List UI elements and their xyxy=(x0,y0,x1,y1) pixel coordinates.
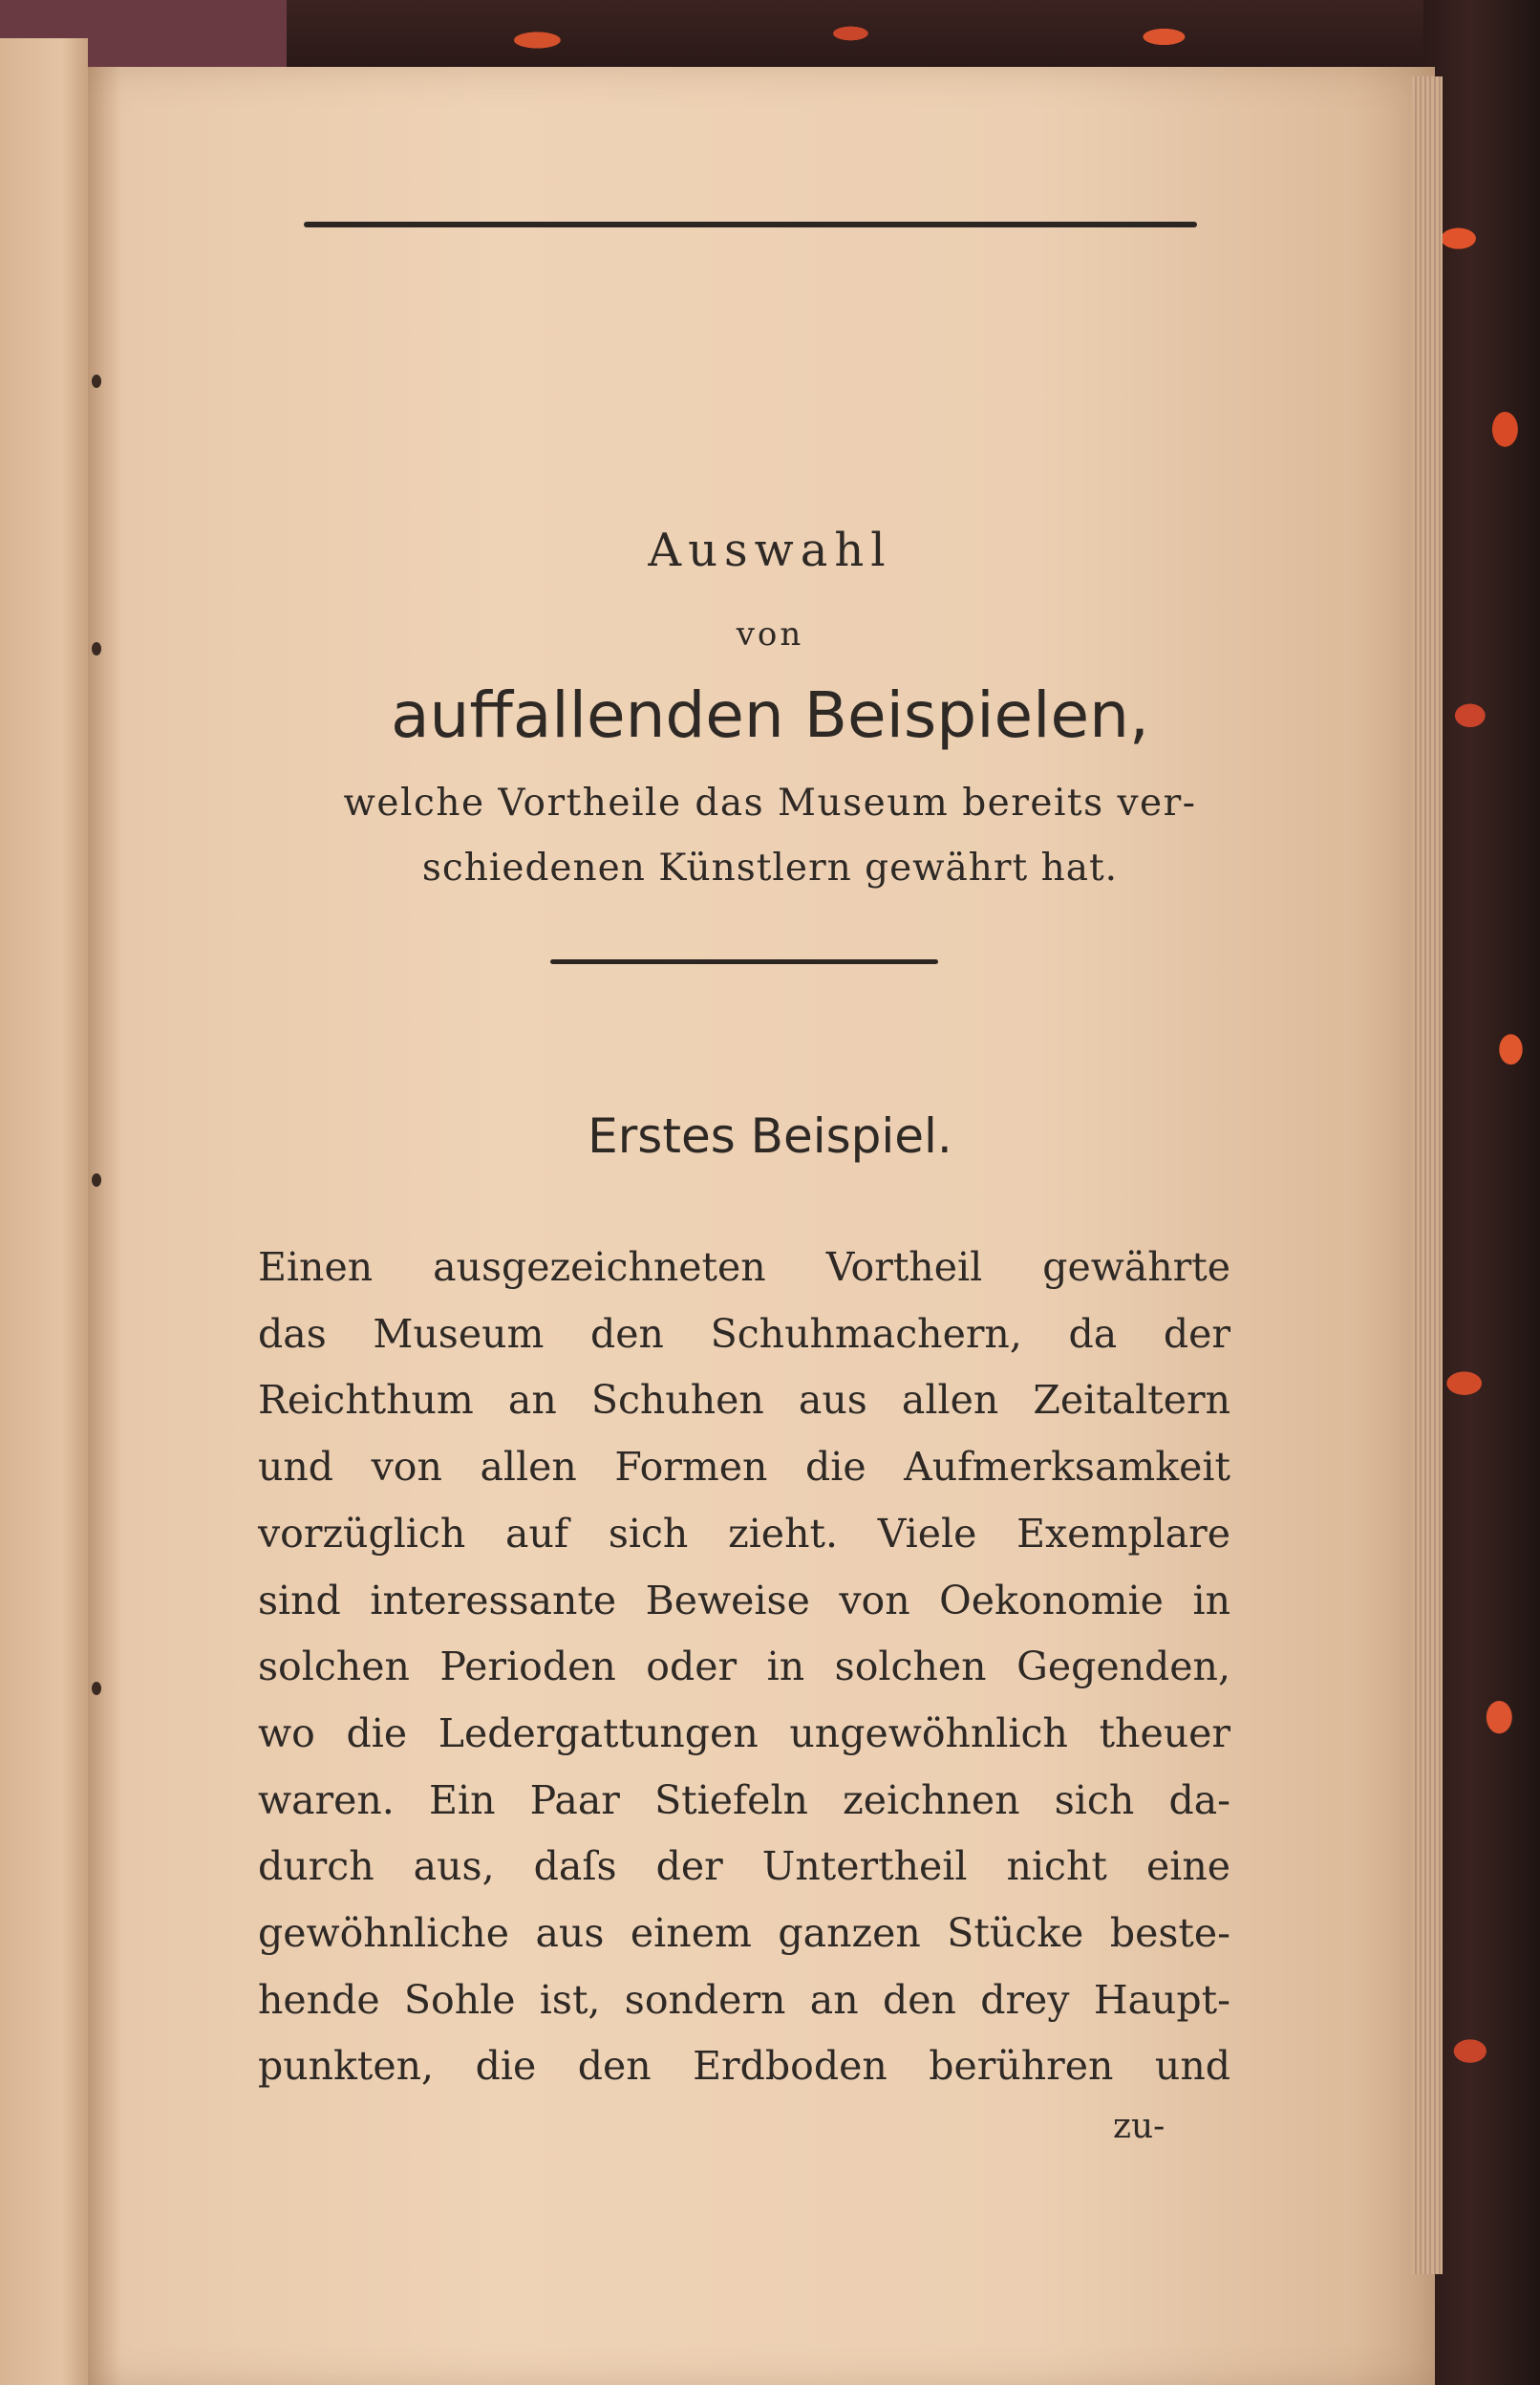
heading-main: auffallenden Beispielen, xyxy=(391,678,1149,752)
body-paragraph xyxy=(258,1235,1230,2100)
body-line: solchen Perioden oder in solchen Gegenden, xyxy=(258,1644,1230,1690)
section-title: Erstes Beispiel. xyxy=(588,1108,952,1164)
binding-hole xyxy=(92,1173,101,1187)
binding-hole xyxy=(92,375,101,388)
body-line: vorzüglich auf sich zieht. Viele Exemplare xyxy=(258,1510,1230,1557)
body-line: gewöhnliche aus einem ganzen Stücke beste- xyxy=(258,1910,1230,1957)
page-block-edges xyxy=(1412,76,1443,2274)
body-line: sind interessante Beweise von Oekonomie in xyxy=(258,1577,1230,1623)
body-line: durch aus, daſs der Untertheil nicht eine xyxy=(258,1843,1230,1890)
heading-subtitle-1: welche Vortheile das Museum bereits ver- xyxy=(343,782,1197,825)
top-rule xyxy=(304,222,1197,227)
body-line: Einen ausgezeichneten Vortheil gewährte xyxy=(258,1244,1230,1290)
facing-page-edge xyxy=(0,38,88,2385)
body-line: Reichthum an Schuhen aus allen Zeitaltern xyxy=(258,1377,1230,1424)
heading-subtitle-2: schiedenen Künstlern gewährt hat. xyxy=(421,847,1119,890)
body-line: hende Sohle ist, sondern an den drey Haupt- xyxy=(258,1976,1230,2023)
heading-von: von xyxy=(736,615,804,654)
book-cover-top xyxy=(287,0,1540,67)
body-line: das Museum den Schuhmachern, da der xyxy=(258,1310,1230,1357)
catchword: zu- xyxy=(1113,2107,1166,2146)
body-line: und von allen Formen die Aufmerksamkeit xyxy=(258,1444,1230,1491)
body-line: punkten, die den Erdboden berühren und xyxy=(258,2043,1230,2090)
body-line: waren. Ein Paar Stiefeln zeichnen sich da- xyxy=(258,1776,1230,1823)
binding-hole xyxy=(92,1682,101,1695)
body-line: wo die Ledergattungen ungewöhnlich theuer xyxy=(258,1709,1230,1756)
heading-auswahl: Auswahl xyxy=(648,524,892,577)
middle-rule xyxy=(550,959,938,964)
